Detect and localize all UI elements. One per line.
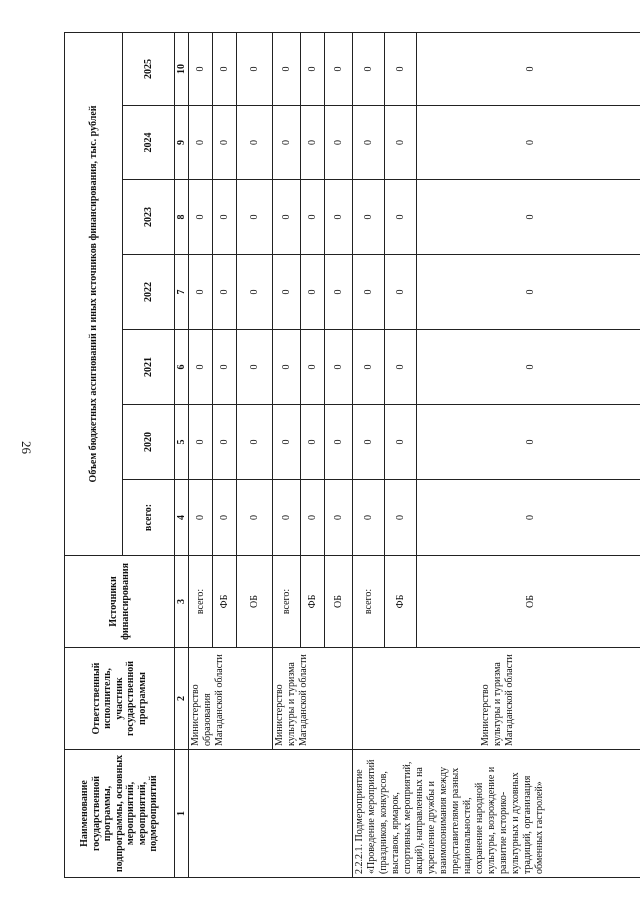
value-cell: 0 bbox=[189, 255, 213, 330]
value-cell: 0 bbox=[417, 330, 640, 405]
col-number: 9 bbox=[175, 106, 189, 180]
header-executor: Ответственный исполнитель, участник государственной программы bbox=[65, 648, 175, 750]
financing-table bbox=[64, 32, 640, 878]
table-row bbox=[353, 32, 385, 877]
header-year: 2021 bbox=[123, 330, 175, 405]
page-number: 26 bbox=[19, 441, 34, 454]
header-year: 2024 bbox=[123, 106, 175, 180]
value-cell: 0 bbox=[213, 106, 237, 180]
col-number: 3 bbox=[175, 556, 189, 648]
value-cell: 0 bbox=[273, 255, 301, 330]
value-cell: 0 bbox=[301, 32, 325, 105]
value-cell: 0 bbox=[213, 180, 237, 255]
value-cell: 0 bbox=[301, 480, 325, 556]
value-cell: 0 bbox=[353, 330, 385, 405]
col-number: 1 bbox=[175, 750, 189, 878]
value-cell: 0 bbox=[301, 255, 325, 330]
value-cell: 0 bbox=[301, 330, 325, 405]
table-row bbox=[189, 32, 213, 877]
column-number-row bbox=[175, 32, 189, 877]
source-cell: ОБ bbox=[325, 556, 353, 648]
header-year: 2020 bbox=[123, 405, 175, 480]
header-year: всего: bbox=[123, 480, 175, 556]
executor-cell: Министерство культуры и туризма Магаданской области bbox=[273, 648, 353, 750]
rotated-sheet bbox=[64, 33, 640, 878]
source-cell: ФБ bbox=[213, 556, 237, 648]
value-cell: 0 bbox=[213, 480, 237, 556]
value-cell: 0 bbox=[189, 405, 213, 480]
value-cell: 0 bbox=[189, 180, 213, 255]
header-year: 2025 bbox=[123, 32, 175, 105]
source-cell: всего: bbox=[273, 556, 301, 648]
value-cell: 0 bbox=[273, 330, 301, 405]
source-cell: ОБ bbox=[417, 556, 640, 648]
value-cell: 0 bbox=[353, 180, 385, 255]
value-cell: 0 bbox=[325, 32, 353, 105]
value-cell: 0 bbox=[417, 106, 640, 180]
value-cell: 0 bbox=[325, 106, 353, 180]
value-cell: 0 bbox=[353, 255, 385, 330]
value-cell: 0 bbox=[385, 330, 417, 405]
value-cell: 0 bbox=[325, 330, 353, 405]
value-cell: 0 bbox=[189, 330, 213, 405]
value-cell: 0 bbox=[385, 255, 417, 330]
executor-cell: Министерство культуры и туризма Магаданской области bbox=[353, 648, 640, 750]
value-cell: 0 bbox=[237, 180, 273, 255]
sub-event-name: 2.2.2.1. Подмероприятие «Проведение мероприятий (праздников, конкурсов, выставок, ярмарок, спортивных мероприятий, акций), направленных на укрепление дружбы и взаимопонимания между представителями разных национальностей, сохранение народной культуры, возрождение и развитие историко-культурных и духовных традиций, организация обменных гастролей» bbox=[353, 750, 640, 878]
value-cell: 0 bbox=[417, 32, 640, 105]
col-number: 10 bbox=[175, 32, 189, 105]
value-cell: 0 bbox=[301, 180, 325, 255]
source-cell: всего: bbox=[189, 556, 213, 648]
value-cell: 0 bbox=[353, 106, 385, 180]
value-cell: 0 bbox=[237, 405, 273, 480]
header-name: Наименование государственной программы, подпрограммы, основных мероприятий, мероприятий, подмероприятий bbox=[65, 750, 175, 878]
value-cell: 0 bbox=[417, 480, 640, 556]
value-cell: 0 bbox=[417, 255, 640, 330]
source-cell: всего: bbox=[353, 556, 385, 648]
value-cell: 0 bbox=[353, 480, 385, 556]
value-cell: 0 bbox=[353, 405, 385, 480]
value-cell: 0 bbox=[325, 480, 353, 556]
value-cell: 0 bbox=[237, 255, 273, 330]
value-cell: 0 bbox=[213, 255, 237, 330]
value-cell: 0 bbox=[237, 32, 273, 105]
value-cell: 0 bbox=[325, 255, 353, 330]
value-cell: 0 bbox=[189, 480, 213, 556]
header-row-1 bbox=[65, 32, 123, 877]
header-year: 2023 bbox=[123, 180, 175, 255]
value-cell: 0 bbox=[301, 405, 325, 480]
value-cell: 0 bbox=[417, 180, 640, 255]
col-number: 5 bbox=[175, 405, 189, 480]
value-cell: 0 bbox=[417, 405, 640, 480]
col-number: 4 bbox=[175, 480, 189, 556]
source-cell: ФБ bbox=[385, 556, 417, 648]
value-cell: 0 bbox=[237, 106, 273, 180]
value-cell: 0 bbox=[301, 106, 325, 180]
value-cell: 0 bbox=[325, 405, 353, 480]
value-cell: 0 bbox=[273, 106, 301, 180]
value-cell: 0 bbox=[353, 32, 385, 105]
header-year: 2022 bbox=[123, 255, 175, 330]
value-cell: 0 bbox=[385, 480, 417, 556]
value-cell: 0 bbox=[385, 32, 417, 105]
executor-cell: Министерство образования Магаданской области bbox=[189, 648, 273, 750]
value-cell: 0 bbox=[273, 32, 301, 105]
value-cell: 0 bbox=[385, 180, 417, 255]
col-number: 8 bbox=[175, 180, 189, 255]
value-cell: 0 bbox=[273, 405, 301, 480]
value-cell: 0 bbox=[385, 405, 417, 480]
value-cell: 0 bbox=[189, 106, 213, 180]
value-cell: 0 bbox=[325, 180, 353, 255]
header-volume: Объем бюджетных ассигнований и иных источников финансирования, тыс. рублей bbox=[65, 32, 123, 555]
value-cell: 0 bbox=[237, 330, 273, 405]
value-cell: 0 bbox=[189, 32, 213, 105]
value-cell: 0 bbox=[213, 330, 237, 405]
col-number: 7 bbox=[175, 255, 189, 330]
value-cell: 0 bbox=[273, 180, 301, 255]
value-cell: 0 bbox=[237, 480, 273, 556]
source-cell: ФБ bbox=[301, 556, 325, 648]
col-number: 6 bbox=[175, 330, 189, 405]
name-cell-empty bbox=[189, 750, 353, 878]
value-cell: 0 bbox=[273, 480, 301, 556]
value-cell: 0 bbox=[213, 32, 237, 105]
source-cell: ОБ bbox=[237, 556, 273, 648]
header-source: Источники финансирования bbox=[65, 556, 175, 648]
col-number: 2 bbox=[175, 648, 189, 750]
value-cell: 0 bbox=[385, 106, 417, 180]
value-cell: 0 bbox=[213, 405, 237, 480]
